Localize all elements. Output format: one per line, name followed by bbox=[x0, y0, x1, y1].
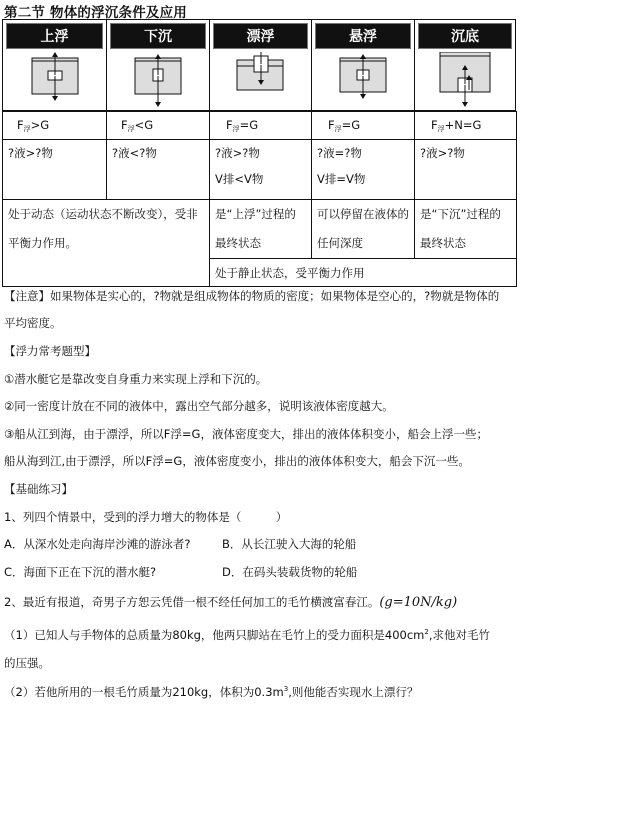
question-2-part-2: （2）若他所用的一根毛竹质量为210kg，体积为$0.3m^3$,则他能否实现水上漂行？ bbox=[4, 685, 419, 699]
state-row bbox=[3, 200, 517, 259]
header-label-bottom: 沉底 bbox=[418, 23, 512, 49]
question-1-option-b: B．从长江驶入大海的轮船 bbox=[222, 537, 357, 551]
header-label-float: 漂浮 bbox=[213, 23, 308, 49]
density-cell-bottom: ?液>?物 bbox=[415, 140, 517, 200]
header-col-sink bbox=[107, 20, 210, 110]
bottom-state-cell: 是“下沉”过程的最终状态 bbox=[415, 200, 517, 259]
density-cell-sink: ?液<?物 bbox=[107, 140, 210, 200]
header-label-suspend: 悬浮 bbox=[315, 23, 411, 49]
tip-3-line-1: ③船从江到海，由于漂浮，所以F浮=G，液体密度变大，排出的液体体积变小，船会上浮一些； bbox=[4, 427, 488, 441]
gravity-formula: (g=10N/kg) bbox=[379, 595, 458, 610]
force-cell-bottom: $F_浮+N=G$ bbox=[415, 112, 517, 140]
float-sink-conditions-table bbox=[2, 111, 517, 287]
density-row bbox=[3, 140, 517, 200]
float-state-cell: 是“上浮”过程的最终状态 bbox=[210, 200, 312, 259]
bottom-diagram bbox=[415, 52, 515, 110]
force-cell-float: $F_浮=G$ bbox=[210, 112, 312, 140]
question-1-option-d: D．在码头装载货物的轮船 bbox=[222, 565, 358, 579]
question-1: 1、列四个情景中，受到的浮力增大的物体是（ ） bbox=[4, 510, 288, 524]
tip-2: ②同一密度计放在不同的液体中，露出空气部分越多，说明该液体密度越大。 bbox=[4, 399, 394, 413]
note-line-2: 平均密度。 bbox=[4, 316, 62, 330]
tip-1: ①潜水艇它是靠改变自身重力来实现上浮和下沉的。 bbox=[4, 372, 268, 386]
floating-diagram bbox=[210, 52, 312, 110]
question-2-text: 2、最近有报道，奇男子方恕云凭借一根不经任何加工的毛竹横渡富春江。 bbox=[4, 595, 380, 609]
density-cell-float: ?液>?物 V排<V物 bbox=[210, 140, 312, 200]
header-col-float bbox=[210, 20, 312, 110]
page-title: 第二节 物体的浮沉条件及应用 bbox=[4, 5, 187, 21]
header-col-bottom bbox=[415, 20, 515, 110]
suspend-state-cell: 可以停留在液体的任何深度 bbox=[312, 200, 415, 259]
question-2 bbox=[4, 594, 457, 610]
header-label-rise: 上浮 bbox=[6, 23, 103, 49]
question-2-part-1: （1）已知人与手物体的总质量为80kg，他两只脚站在毛竹上的受力面积是$400cm^2$,求他对毛竹 bbox=[4, 628, 491, 642]
rising-diagram bbox=[3, 52, 107, 110]
section-heading-practice: 【基础练习】 bbox=[4, 482, 73, 496]
suspended-diagram bbox=[312, 52, 415, 110]
states-header-table bbox=[2, 19, 516, 111]
question-1-option-c: C．海面下正在下沉的潜水艇? bbox=[4, 565, 157, 579]
force-cell-sink: $F_浮<G$ bbox=[107, 112, 210, 140]
tip-3-line-2: 船从海到江,由于漂浮，所以F浮=G，液体密度变小，排出的液体体积变大，船会下沉一些。 bbox=[4, 454, 470, 468]
force-cell-suspend: $F_浮=G$ bbox=[312, 112, 415, 140]
header-col-rise bbox=[3, 20, 107, 110]
force-cell-rise: $F_浮>G$ bbox=[3, 112, 107, 140]
density-cell-suspend: ?液=?物 V排=V物 bbox=[312, 140, 415, 200]
static-state-cell: 处于静止状态，受平衡力作用 bbox=[210, 259, 517, 287]
dynamic-state-cell: 处于动态（运动状态不断改变），受非平衡力作用。 bbox=[3, 200, 210, 287]
section-heading-question-types: 【浮力常考题型】 bbox=[4, 344, 96, 358]
question-2-part-1-cont: 的压强。 bbox=[4, 656, 50, 670]
note-line-1: 【注意】如果物体是实心的，?物就是组成物体的物质的密度；如果物体是空心的，?物就是物体的 bbox=[4, 289, 500, 303]
header-label-sink: 下沉 bbox=[110, 23, 206, 49]
question-1-option-a: A．从深水处走向海岸沙滩的游泳者? bbox=[4, 537, 191, 551]
force-row bbox=[3, 112, 517, 140]
density-cell-rise: ?液>?物 bbox=[3, 140, 107, 200]
header-col-suspend bbox=[312, 20, 415, 110]
sinking-diagram bbox=[107, 52, 210, 110]
